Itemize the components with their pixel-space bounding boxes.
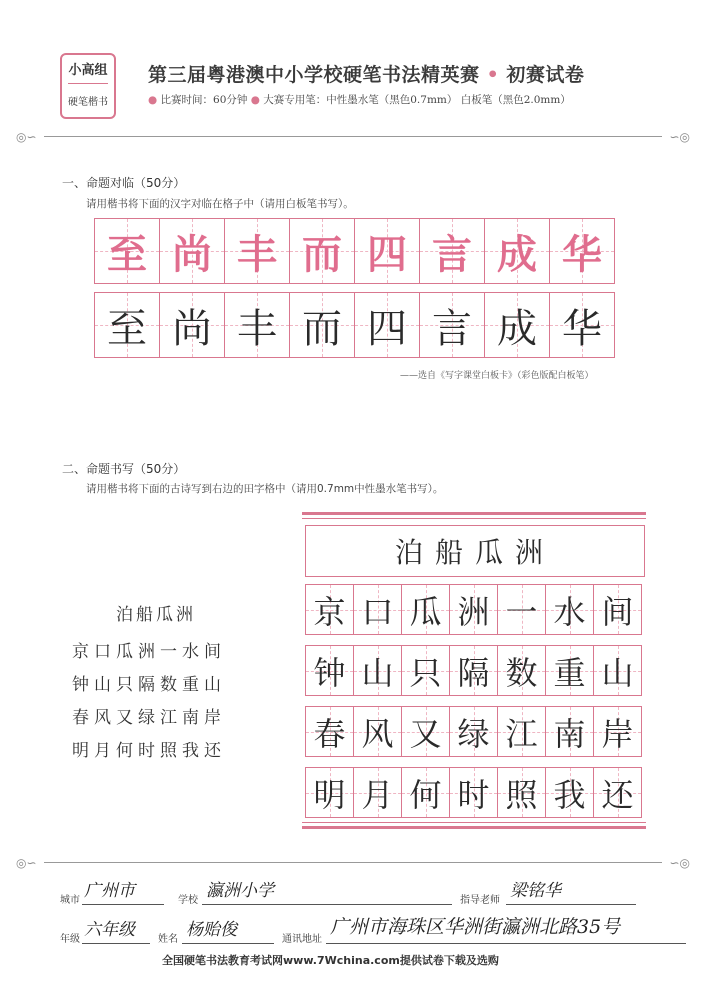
copied-char: 而 [302,305,342,352]
written-char: 明 [313,775,346,814]
writing-cell [354,707,402,757]
model-char: 丰 [237,230,277,278]
poem-line: 京口瓜洲一水间 [72,642,226,662]
writing-cell [402,585,450,635]
school-underline [202,904,452,905]
copy-char-cell [160,293,225,358]
writing-area-top-bar [302,512,646,515]
writing-cell [354,768,402,818]
written-char: 岸 [601,714,634,753]
poem-line: 春风又绿江南岸 [72,708,226,728]
city-underline [82,904,164,905]
poem-line: 钟山只隔数重山 [72,675,226,695]
model-char: 尚 [172,230,212,278]
writing-cell [306,707,354,757]
model-char-cell [290,219,355,284]
copied-char: 成 [497,305,537,352]
model-chars-grid [94,218,615,284]
written-char: 江 [505,714,538,753]
grade-value: 六年级 [84,920,135,940]
bullet-icon: ● [148,94,158,106]
title-main: 第三届粤港澳中小学校硬笔书法精英赛 [148,64,480,86]
written-char: 山 [361,653,394,692]
writing-cell [402,646,450,696]
badge-group-label: 小高组 [68,63,108,78]
writing-cell [594,707,642,757]
name-value: 杨贻俊 [186,920,237,940]
header-divider [16,130,690,144]
writing-cell [498,707,546,757]
source-credit: ——选自《写字课堂白板卡》（彩色版配白板笔） [400,371,594,381]
writing-cell [546,585,594,635]
written-char: 还 [601,775,634,814]
title-dot: • [486,64,500,86]
scroll-ornament-icon: ◎∽ [16,856,37,870]
writing-cell [450,768,498,818]
model-char: 至 [107,230,147,278]
writing-cell [354,585,402,635]
city-value: 广州市 [84,881,135,901]
copy-char-cell [290,293,355,358]
written-char: 一 [505,592,538,631]
writing-cell [450,585,498,635]
model-char-cell [550,219,615,284]
model-char: 四 [367,230,407,278]
written-char: 月 [361,775,394,814]
address-value: 广州市海珠区华洲街瀛洲北路35号 [330,916,621,938]
writing-cell [306,768,354,818]
writing-cell [306,646,354,696]
written-char: 山 [601,653,634,692]
name-label: 姓名 [158,934,178,945]
writing-area-top-line [302,518,646,519]
copied-char: 尚 [172,305,212,352]
teacher-underline [506,904,636,905]
model-char: 华 [562,230,602,278]
writing-cell [402,768,450,818]
written-char: 京 [313,592,346,631]
written-char: 数 [505,653,538,692]
model-char: 成 [497,230,537,278]
teacher-label: 指导老师 [460,895,500,906]
scroll-ornament-icon: ∽◎ [669,856,690,870]
written-char: 绿 [457,714,490,753]
writing-cell [450,646,498,696]
address-underline [326,943,686,944]
scroll-ornament-icon: ◎∽ [16,130,37,144]
written-char: 又 [409,714,442,753]
section2-instruction: 请用楷书将下面的古诗写到右边的田字格中（请用0.7mm中性墨水笔书写）。 [86,483,444,495]
exam-pens: 大赛专用笔：中性墨水笔（黑色0.7mm） 白板笔（黑色2.0mm） [263,94,571,106]
copy-char-cell [95,293,160,358]
copied-char: 言 [432,305,472,352]
copy-char-cell [550,293,615,358]
writing-grid-row-4 [305,767,642,818]
copy-char-cell [355,293,420,358]
model-char: 言 [432,230,472,278]
writing-cell [498,768,546,818]
writing-cell [498,585,546,635]
teacher-value: 梁铭华 [510,881,561,901]
school-label: 学校 [178,895,198,906]
badge-category-label: 硬笔楷书 [68,97,108,108]
model-char-cell [485,219,550,284]
writing-cell [594,768,642,818]
written-char: 钟 [313,653,346,692]
model-char-cell [160,219,225,284]
written-char: 只 [409,653,442,692]
copied-char: 至 [107,305,147,352]
footer-divider [16,856,690,870]
written-char: 瓜 [409,592,442,631]
copy-char-cell [485,293,550,358]
grade-underline [82,943,150,944]
grade-label: 年级 [60,934,80,945]
writing-cell [402,707,450,757]
bullet-icon: ● [250,94,260,106]
written-char: 隔 [457,653,490,692]
written-char: 何 [409,775,442,814]
model-char-cell [355,219,420,284]
written-char: 时 [457,775,490,814]
writing-cell [354,646,402,696]
writing-cell [546,646,594,696]
school-value: 瀛洲小学 [206,881,274,901]
writing-cell [546,768,594,818]
writing-cell [498,646,546,696]
scroll-ornament-icon: ∽◎ [669,130,690,144]
badge-divider [68,83,108,84]
written-char: 重 [553,653,586,692]
written-char: 间 [601,592,634,631]
writing-grid-row-2 [305,645,642,696]
writing-area-bottom-line [302,822,646,823]
written-char: 洲 [457,592,490,631]
copy-char-cell [420,293,485,358]
copied-char: 华 [562,305,602,352]
written-char: 春 [313,714,346,753]
model-char-cell [420,219,485,284]
model-char: 而 [302,230,342,278]
model-char-cell [225,219,290,284]
address-label: 通讯地址 [282,934,322,945]
written-char: 风 [361,714,394,753]
model-char-cell [95,219,160,284]
written-char: 口 [361,592,394,631]
poem-title-box: 泊船瓜洲 [305,525,645,577]
writing-cell [594,585,642,635]
writing-cell [546,707,594,757]
page-title [148,60,584,87]
copied-char: 四 [367,305,407,352]
name-underline [182,943,274,944]
writing-grid-row-3 [305,706,642,757]
copied-char: 丰 [237,305,277,352]
exam-info [148,92,571,107]
footer-note: 全国硬笔书法教育考试网www.7Wchina.com提供试卷下载及选购 [162,954,499,967]
poem-line: 明月何时照我还 [72,741,226,761]
section1-instruction: 请用楷书将下面的汉字对临在格子中（请用白板笔书写）。 [86,198,354,210]
written-char: 南 [553,714,586,753]
title-sub: 初赛试卷 [506,64,585,86]
writing-cell [306,585,354,635]
written-char: 我 [553,775,586,814]
poem-title: 泊船瓜洲 [116,605,196,625]
section1-heading: 一、命题对临（50分） [62,176,186,190]
section2-heading: 二、命题书写（50分） [62,462,186,476]
copy-chars-grid [94,292,615,358]
writing-grid-row-1 [305,584,642,635]
written-char: 水 [553,592,586,631]
writing-cell [594,646,642,696]
exam-time: 比赛时间：60分钟 [160,94,248,106]
writing-area-bottom-bar [302,826,646,829]
written-char: 照 [505,775,538,814]
group-badge [60,53,116,119]
writing-cell [450,707,498,757]
city-label: 城市 [60,895,80,906]
copy-char-cell [225,293,290,358]
